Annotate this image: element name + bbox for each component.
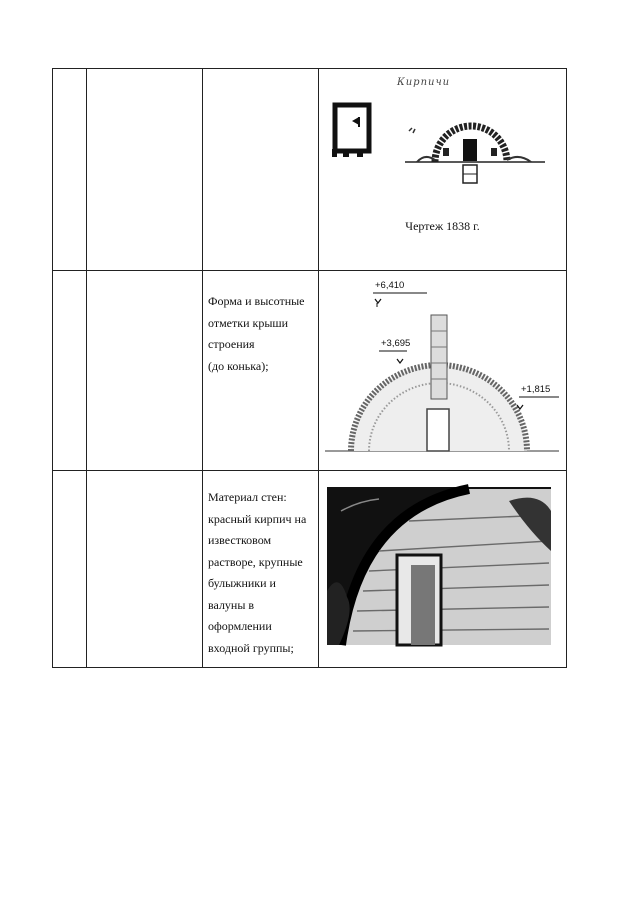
description-text: Форма и высотные отметки крыши строения (до конька); xyxy=(208,294,305,373)
table-row xyxy=(53,471,567,668)
description-cell xyxy=(203,271,319,471)
drawing-caption: Чертеж 1838 г. xyxy=(405,219,480,233)
element-cell xyxy=(87,471,203,668)
section-drawing xyxy=(405,126,545,183)
floor-plan-icon xyxy=(332,105,369,157)
elevation-drawing xyxy=(319,271,566,470)
description-cell xyxy=(203,69,319,271)
height-mark-base: +1,815 xyxy=(521,384,551,395)
roof-elevation-drawing xyxy=(319,271,565,467)
table-row xyxy=(53,271,567,471)
height-mark-eave: +3,695 xyxy=(381,338,411,349)
table-row xyxy=(53,69,567,271)
figure-cell xyxy=(319,69,567,271)
element-cell xyxy=(87,69,203,271)
description-text: Материал стен: красный кирпич на известковом растворе, крупные булыжники и валуны в оформлении входной группы; xyxy=(208,490,307,655)
figure-cell xyxy=(319,271,567,471)
number-cell xyxy=(53,471,87,668)
wall-photo-image xyxy=(319,471,565,667)
drawing-1838 xyxy=(319,69,566,270)
description-text xyxy=(203,69,318,89)
handwritten-note: Кирпичи xyxy=(397,77,451,88)
monument-table xyxy=(52,68,567,668)
element-cell xyxy=(87,271,203,471)
number-cell xyxy=(53,271,87,471)
plan-and-section-drawing xyxy=(319,69,565,214)
number-cell xyxy=(53,69,87,271)
wall-photo xyxy=(319,471,566,667)
description-cell xyxy=(203,471,319,668)
figure-cell xyxy=(319,471,567,668)
height-mark-ridge: +6,410 xyxy=(375,280,405,291)
